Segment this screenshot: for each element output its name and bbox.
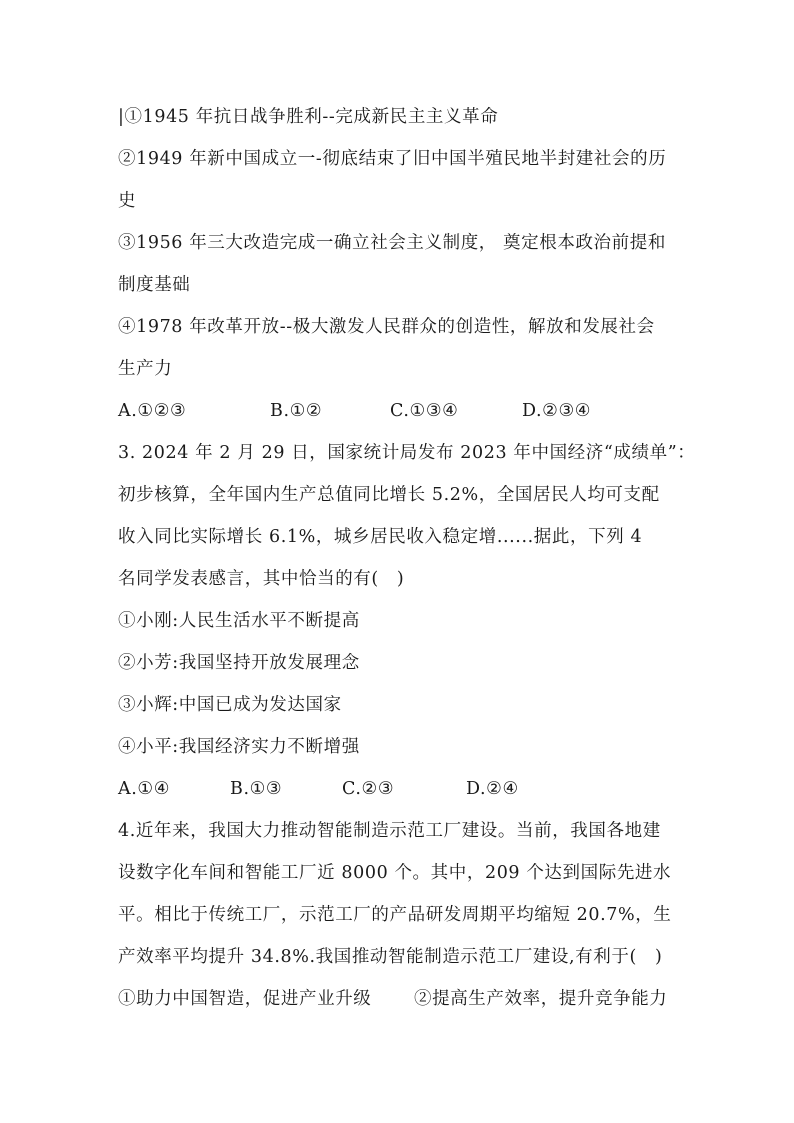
q2-option-b: B.①② (270, 401, 323, 421)
q2-item-4: ④1978 年改革开放--极大激发人民群众的创造性，解放和发展社会 (118, 317, 655, 337)
q2-item-3: ③1956 年三大改造完成一确立社会主义制度， 奠定根本政治前提和 (118, 233, 666, 253)
q2-item-2: ②1949 年新中国成立一-彻底结束了旧中国半殖民地半封建社会的历 (118, 149, 667, 169)
q2-item-4-cont: 生产力 (118, 359, 173, 379)
q2-option-d: D.②③④ (522, 401, 592, 421)
q3-item-3: ③小辉:中国已成为发达国家 (118, 695, 342, 715)
q3-stem-4: 名同学发表感言，其中恰当的有( ) (118, 569, 405, 589)
q2-item-2-cont: 史 (118, 191, 137, 211)
q3-item-4: ④小平:我国经济实力不断增强 (118, 737, 360, 757)
q4-item-2: ②提高生产效率，提升竞争能力 (414, 989, 668, 1009)
q4-stem-4: 产效率平均提升 34.8%.我国推动智能制造示范工厂建设,有利于( ) (118, 947, 663, 967)
q2-item-1: |①1945 年抗日战争胜利--完成新民主主义革命 (118, 107, 499, 127)
q4-stem-1: 4.近年来，我国大力推动智能制造示范工厂建设。当前，我国各地建 (118, 821, 661, 841)
q4-stem-3: 平。相比于传统工厂，示范工厂的产品研发周期平均缩短 20.7%，生 (118, 905, 672, 925)
q2-option-a: A.①②③ (118, 401, 187, 421)
q3-stem-3: 收入同比实际增长 6.1%，城乡居民收入稳定增......据此，下列 4 (118, 527, 643, 547)
q2-item-3-cont: 制度基础 (118, 275, 191, 295)
q4-stem-2: 设数字化车间和智能工厂近 8000 个。其中，209 个达到国际先进水 (118, 863, 672, 883)
q3-stem-1: 3. 2024 年 2 月 29 日，国家统计局发布 2023 年中国经济“成绩单”： (118, 443, 696, 463)
q3-option-b: B.①③ (230, 779, 283, 799)
q3-option-c: C.②③ (342, 779, 395, 799)
q3-stem-2: 初步核算，全年国内生产总值同比增长 5.2%，全国居民人均可支配 (118, 485, 660, 505)
q3-option-d: D.②④ (466, 779, 519, 799)
q2-option-c: C.①③④ (390, 401, 459, 421)
q4-item-1: ①助力中国智造，促进产业升级 (118, 989, 372, 1009)
q3-option-a: A.①④ (118, 779, 170, 799)
q3-item-1: ①小刚:人民生活水平不断提高 (118, 611, 360, 631)
q3-item-2: ②小芳:我国坚持开放发展理念 (118, 653, 360, 673)
